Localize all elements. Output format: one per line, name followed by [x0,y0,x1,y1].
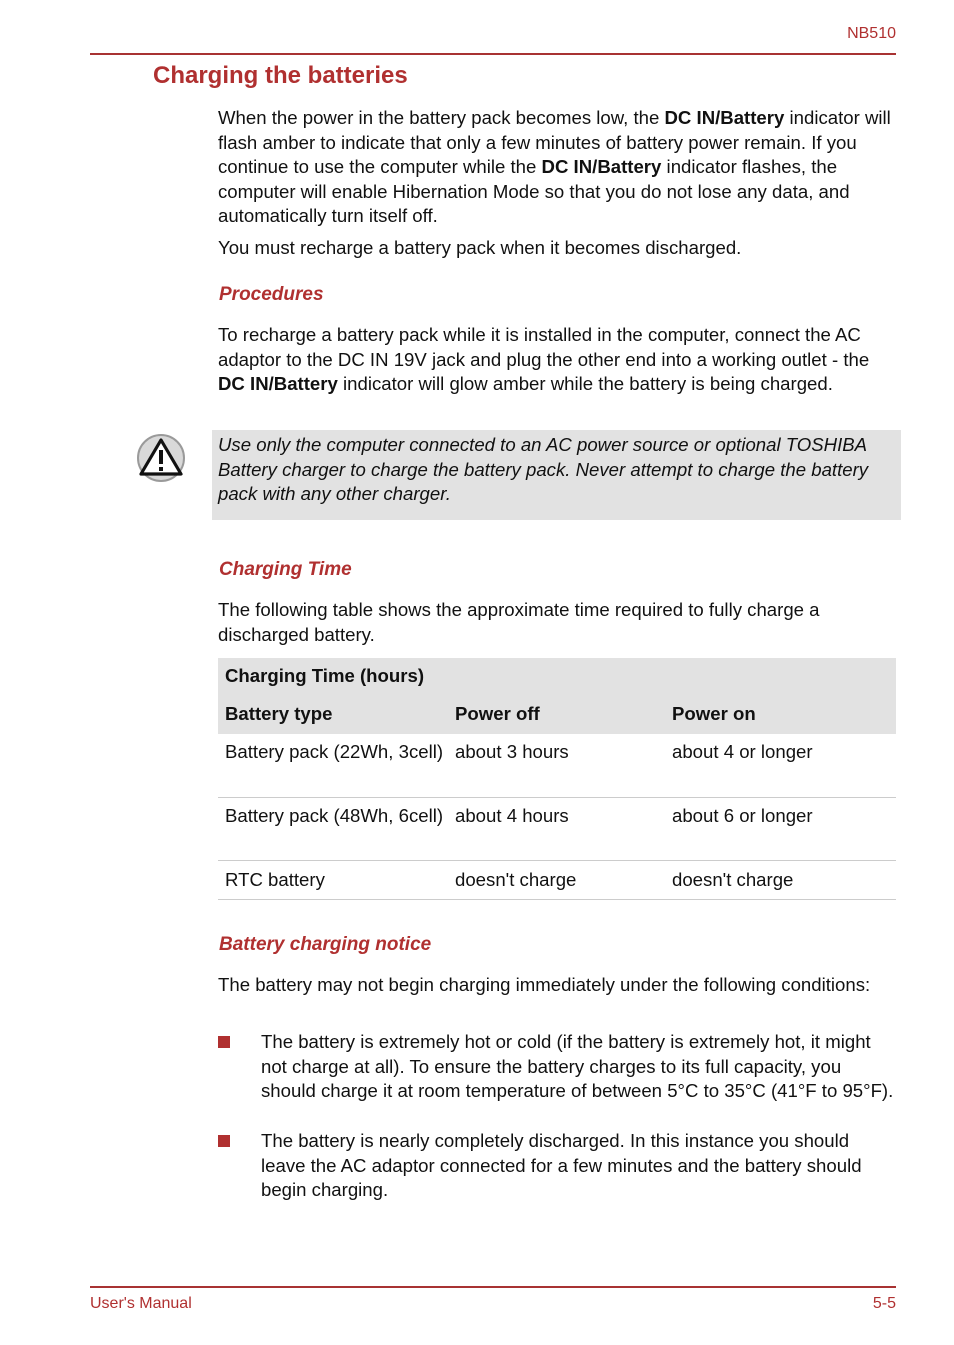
table-cell: doesn't charge [455,869,577,890]
list-item: The battery is extremely hot or cold (if the battery is extremely hot, it might not charge at all). To ensure the battery charges to its full capacity, you should charge it at room temperature of between 5°C to 35°C (41°F to 95°F). [261,1031,894,1101]
warning-triangle-icon [136,433,186,483]
table-cell: about 4 hours [455,805,569,826]
table-cell: about 6 or longer [672,805,813,826]
bold-term: DC IN/Battery [541,156,662,177]
table-cell: Battery pack (22Wh, 3cell) [225,741,444,762]
charging-time-heading: Charging Time [219,559,352,580]
intro-paragraph: When the power in the battery pack becomes low, the DC IN/Battery indicator will flash amber to indicate that only a few minutes of battery power remain. If you continue to use the computer while the DC IN/Battery indicator flashes, the computer will enable Hibernation Mode so that you do not lose any data, and automatically turn itself off. [218,107,891,226]
list-item: The battery is nearly completely discharged. In this instance you should leave the AC adaptor connected for a few minutes and the battery should begin charging. [261,1130,862,1200]
column-header-battery-type: Battery type [225,703,333,724]
table-cell: RTC battery [225,869,325,890]
table-row [218,734,896,798]
table-row [218,798,896,861]
bullet-square-icon [218,1036,230,1048]
charging-time-paragraph: The following table shows the approximate time required to fully charge a discharged battery. [218,599,820,645]
table-cell: about 4 or longer [672,741,813,762]
bullet-square-icon [218,1135,230,1147]
bold-term: DC IN/Battery [664,107,785,128]
column-header-power-off: Power off [455,703,540,724]
procedures-heading: Procedures [219,284,324,305]
table-cell: Battery pack (48Wh, 6cell) [225,805,444,826]
footer-rule [90,1286,896,1288]
charging-time-table [218,658,896,900]
caution-text: Use only the computer connected to an AC power source or optional TOSHIBA Battery charger to charge the battery pack. Never attempt to charge the battery pack with any other charger. [218,434,869,504]
footer-page-number: 5-5 [872,1295,896,1312]
header-model: NB510 [847,25,896,42]
table-cell: about 3 hours [455,741,569,762]
table-cell: doesn't charge [672,869,794,890]
procedures-paragraph: To recharge a battery pack while it is installed in the computer, connect the AC adaptor to the DC IN 19V jack and plug the other end into a working outlet - the DC IN/Battery indicator will glow amber while the battery is being charged. [218,324,870,394]
notice-paragraph: The battery may not begin charging immediately under the following conditions: [218,974,871,995]
table-row [218,861,896,900]
recharge-paragraph: You must recharge a battery pack when it becomes discharged. [218,237,742,258]
header-rule [90,53,896,55]
table-caption: Charging Time (hours) [225,665,425,686]
bold-term: DC IN/Battery [218,373,338,394]
notice-heading: Battery charging notice [219,934,432,955]
section-title: Charging the batteries [153,62,408,89]
footer-manual-label: User's Manual [90,1295,192,1312]
table-header [218,658,896,734]
column-header-power-on: Power on [672,703,756,724]
